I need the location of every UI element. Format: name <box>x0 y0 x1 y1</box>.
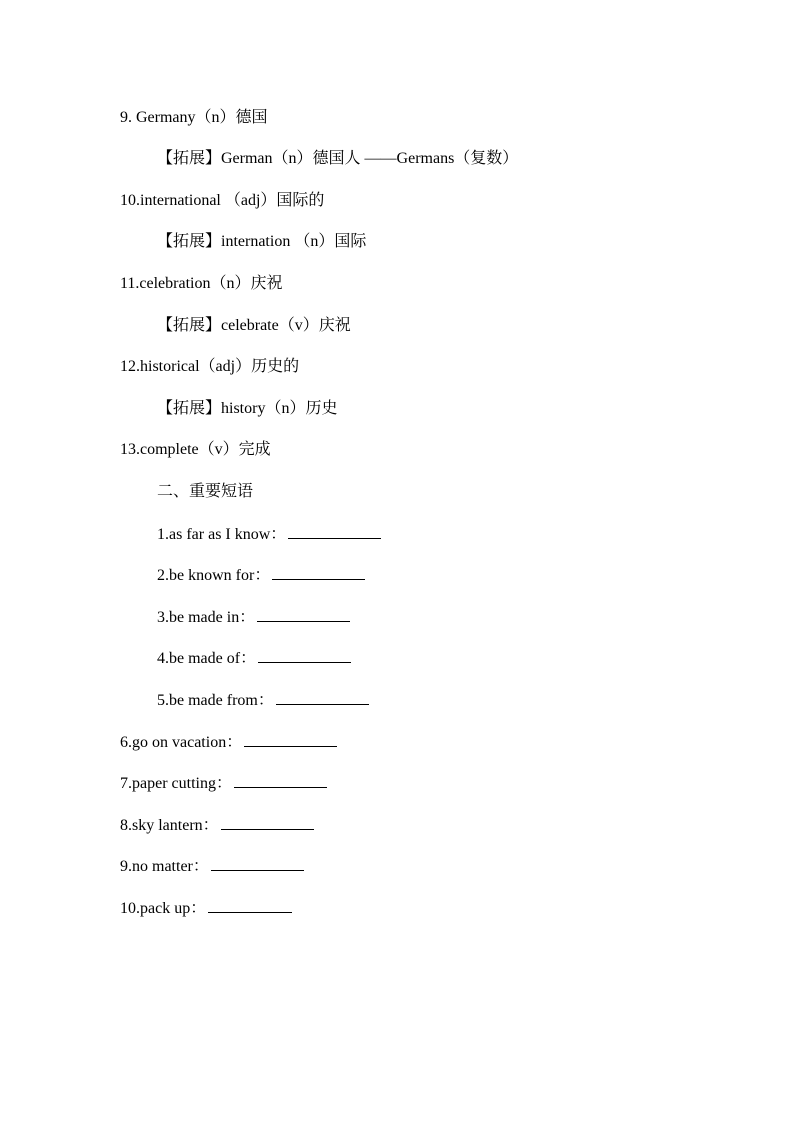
answer-blank[interactable] <box>211 856 304 871</box>
vocab-item-historical <box>120 357 299 377</box>
vocab-item-celebration <box>120 274 282 294</box>
answer-blank[interactable] <box>276 690 369 705</box>
phrase-text: 4.be made of： <box>157 650 257 667</box>
vocab-text: 9. Germany（n）德国 <box>120 109 268 126</box>
phrase-text: 10.pack up： <box>120 900 207 917</box>
vocab-extension-internation <box>157 232 366 252</box>
vocab-extension-celebrate <box>157 316 351 336</box>
phrase-item <box>120 856 304 877</box>
phrase-text: 5.be made from： <box>157 692 274 709</box>
answer-blank[interactable] <box>272 565 365 580</box>
vocab-text: 12.historical（adj）历史的 <box>120 358 300 375</box>
answer-blank[interactable] <box>258 648 351 663</box>
phrase-item <box>157 648 351 669</box>
vocab-text: 【拓展】internation （n）国际 <box>157 233 367 250</box>
phrase-item <box>157 690 369 711</box>
vocab-text: 13.complete（v）完成 <box>120 441 271 458</box>
section-heading-text: 二、重要短语 <box>157 483 254 500</box>
phrase-item <box>120 815 314 836</box>
vocab-extension-history <box>157 399 337 419</box>
vocab-text: 【拓展】history（n）历史 <box>157 400 338 417</box>
answer-blank[interactable] <box>221 815 314 830</box>
vocab-item-complete <box>120 440 271 460</box>
phrase-text: 6.go on vacation： <box>120 734 243 751</box>
vocab-text: 10.international （adj）国际的 <box>120 192 325 209</box>
answer-blank[interactable] <box>257 607 350 622</box>
phrase-item <box>157 565 365 586</box>
phrase-text: 7.paper cutting： <box>120 775 232 792</box>
answer-blank[interactable] <box>288 524 381 539</box>
vocab-text: 【拓展】German（n）德国人 ——Germans（复数） <box>157 150 519 167</box>
vocab-extension-german <box>157 149 518 169</box>
phrase-text: 9.no matter： <box>120 858 209 875</box>
section-heading <box>157 482 253 502</box>
phrase-item <box>157 524 381 545</box>
phrase-text: 3.be made in： <box>157 609 256 626</box>
vocab-text: 11.celebration（n）庆祝 <box>120 275 283 292</box>
answer-blank[interactable] <box>234 773 327 788</box>
phrase-text: 8.sky lantern： <box>120 817 219 834</box>
vocab-item-international <box>120 191 324 211</box>
phrase-item <box>120 732 337 753</box>
phrase-text: 1.as far as I know： <box>157 526 287 543</box>
answer-blank[interactable] <box>244 732 337 747</box>
phrase-item <box>120 773 327 794</box>
phrase-item <box>157 607 350 628</box>
vocab-text: 【拓展】celebrate（v）庆祝 <box>157 317 351 334</box>
vocab-item-germany <box>120 108 268 128</box>
phrase-text: 2.be known for： <box>157 567 271 584</box>
answer-blank[interactable] <box>208 898 292 913</box>
phrase-item <box>120 898 292 919</box>
